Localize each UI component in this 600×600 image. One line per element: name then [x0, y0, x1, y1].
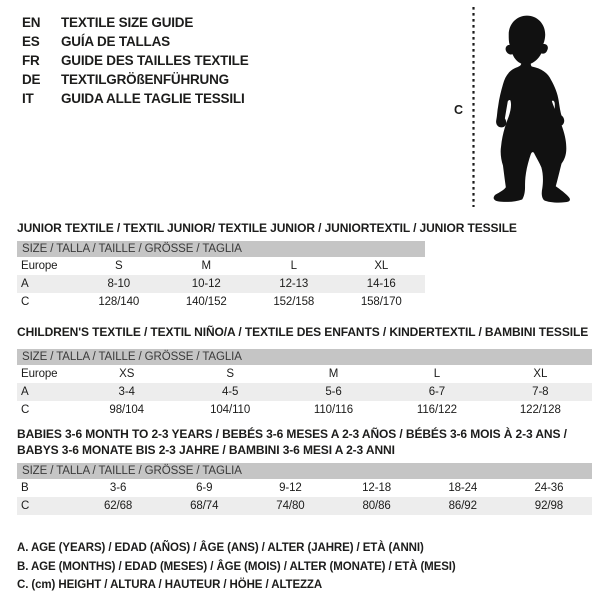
table-row-europe: [17, 365, 592, 383]
language-row-en: [22, 13, 249, 32]
language-title: GUÍA DE TALLAS: [61, 34, 170, 49]
height-measure-label: C: [454, 103, 464, 117]
row-label: A: [21, 278, 29, 290]
table-row-height: [17, 497, 592, 515]
age-cell: 3-6: [109, 482, 127, 494]
table-header-bar: SIZE / TALLA / TAILLE / GRÖSSE / TAGLIA: [17, 463, 592, 479]
age-cell: 5-6: [325, 386, 342, 398]
language-title: TEXTILE SIZE GUIDE: [61, 15, 194, 30]
age-cell: 3-4: [118, 386, 135, 398]
height-cell: 140/152: [185, 296, 227, 308]
row-label: B: [21, 482, 29, 494]
height-cell: 62/68: [103, 500, 133, 512]
height-cell: 68/74: [190, 500, 219, 512]
footnote-height: C. (cm) HEIGHT / ALTURA / HAUTEUR / HÖHE / ALTEZZA: [17, 579, 323, 591]
age-cell: 6-9: [196, 482, 213, 494]
height-dashed-line: [472, 7, 476, 207]
language-title: TEXTILGRÖßENFÜHRUNG: [61, 72, 229, 87]
children-size-table: [17, 349, 592, 419]
junior-size-table: [17, 241, 425, 311]
language-title-list: [22, 13, 249, 108]
footnote-age-years: A. AGE (YEARS) / EDAD (AÑOS) / ÂGE (ANS) / ALTER (JAHRE) / ETÀ (ANNI): [17, 542, 424, 554]
age-cell: 12-18: [362, 482, 392, 494]
size-cell: M: [328, 368, 339, 380]
row-label: A: [21, 386, 29, 398]
height-cell: 98/104: [109, 404, 144, 416]
height-cell: 92/98: [534, 500, 564, 512]
legend-footnotes: [17, 539, 456, 595]
age-cell: 24-36: [534, 482, 564, 494]
size-cell: XL: [533, 368, 548, 380]
age-cell: 12-13: [279, 278, 309, 290]
age-cell: 9-12: [279, 482, 302, 494]
table-header-bar: SIZE / TALLA / TAILLE / GRÖSSE / TAGLIA: [17, 241, 425, 257]
section-title-text: CHILDREN'S TEXTILE / TEXTIL NIÑO/A / TEXTILE DES ENFANTS / KINDERTEXTIL / BAMBINI TESSILE: [17, 325, 589, 339]
section-title-text-line1: BABIES 3-6 MONTH TO 2-3 YEARS / BEBÉS 3-6 MESES A 2-3 AÑOS / BÉBÉS 3-6 MOIS À 2-3 ANS /: [17, 427, 567, 441]
table-row-age-months: [17, 479, 592, 497]
section-title-text: JUNIOR TEXTILE / TEXTIL JUNIOR/ TEXTILE JUNIOR / JUNIORTEXTIL / JUNIOR TESSILE: [17, 221, 517, 235]
language-code: ES: [22, 34, 40, 49]
table-row-age: [17, 275, 425, 293]
height-cell: 104/110: [210, 404, 251, 416]
row-label: Europe: [21, 368, 58, 380]
height-cell: 110/116: [313, 404, 354, 416]
language-code: FR: [22, 53, 40, 68]
height-cell: 158/170: [360, 296, 402, 308]
row-label: C: [21, 500, 30, 512]
language-code: EN: [22, 15, 41, 30]
age-cell: 6-7: [428, 386, 446, 398]
language-code: DE: [22, 72, 41, 87]
age-cell: 8-10: [107, 278, 131, 290]
row-label: C: [21, 296, 30, 308]
height-cell: 152/158: [273, 296, 315, 308]
size-cell: M: [201, 260, 211, 272]
table-header-bar: SIZE / TALLA / TAILLE / GRÖSSE / TAGLIA: [17, 349, 592, 365]
height-cell: 128/140: [98, 296, 140, 308]
size-cell: XS: [119, 368, 135, 380]
footnote-age-months: B. AGE (MONTHS) / EDAD (MESES) / ÂGE (MOIS) / ALTER (MONATE) / ETÀ (MESI): [17, 560, 456, 573]
row-label: C: [21, 404, 30, 416]
age-cell: 10-12: [191, 278, 221, 290]
height-figure: [452, 5, 580, 209]
babies-size-table: [17, 463, 592, 515]
table-row-height: [17, 401, 592, 419]
language-row-fr: [22, 51, 249, 70]
language-row-de: [22, 70, 249, 89]
table-row-height: [17, 293, 425, 311]
size-cell: L: [290, 260, 297, 272]
age-cell: 7-8: [532, 386, 549, 398]
size-cell: L: [433, 368, 441, 380]
table-row-europe: [17, 257, 425, 275]
section-title-children: [17, 324, 588, 340]
language-title: GUIDA ALLE TAGLIE TESSILI: [61, 91, 245, 106]
height-cell: 122/128: [519, 404, 561, 416]
language-row-it: [22, 89, 249, 108]
section-title-babies: [17, 426, 567, 458]
height-cell: 116/122: [416, 404, 457, 416]
toddler-silhouette-icon: [478, 9, 574, 207]
language-code: IT: [22, 91, 34, 106]
size-cell: XL: [374, 260, 389, 272]
height-cell: 80/86: [362, 500, 391, 512]
height-cell: 86/92: [448, 500, 477, 512]
section-title-junior: [17, 220, 517, 236]
section-title-text-line2: BABYS 3-6 MONATE BIS 2-3 JAHRE / BAMBINI 3-6 MESI A 2-3 ANNI: [17, 443, 395, 457]
size-cell: S: [226, 368, 234, 380]
row-label: Europe: [21, 260, 58, 272]
age-cell: 4-5: [221, 386, 239, 398]
age-cell: 18-24: [448, 482, 478, 494]
age-cell: 14-16: [366, 278, 396, 290]
height-cell: 74/80: [276, 500, 305, 512]
table-row-age: [17, 383, 592, 401]
size-cell: S: [114, 260, 123, 272]
language-row-es: [22, 32, 249, 51]
language-title: GUIDE DES TAILLES TEXTILE: [61, 53, 249, 68]
